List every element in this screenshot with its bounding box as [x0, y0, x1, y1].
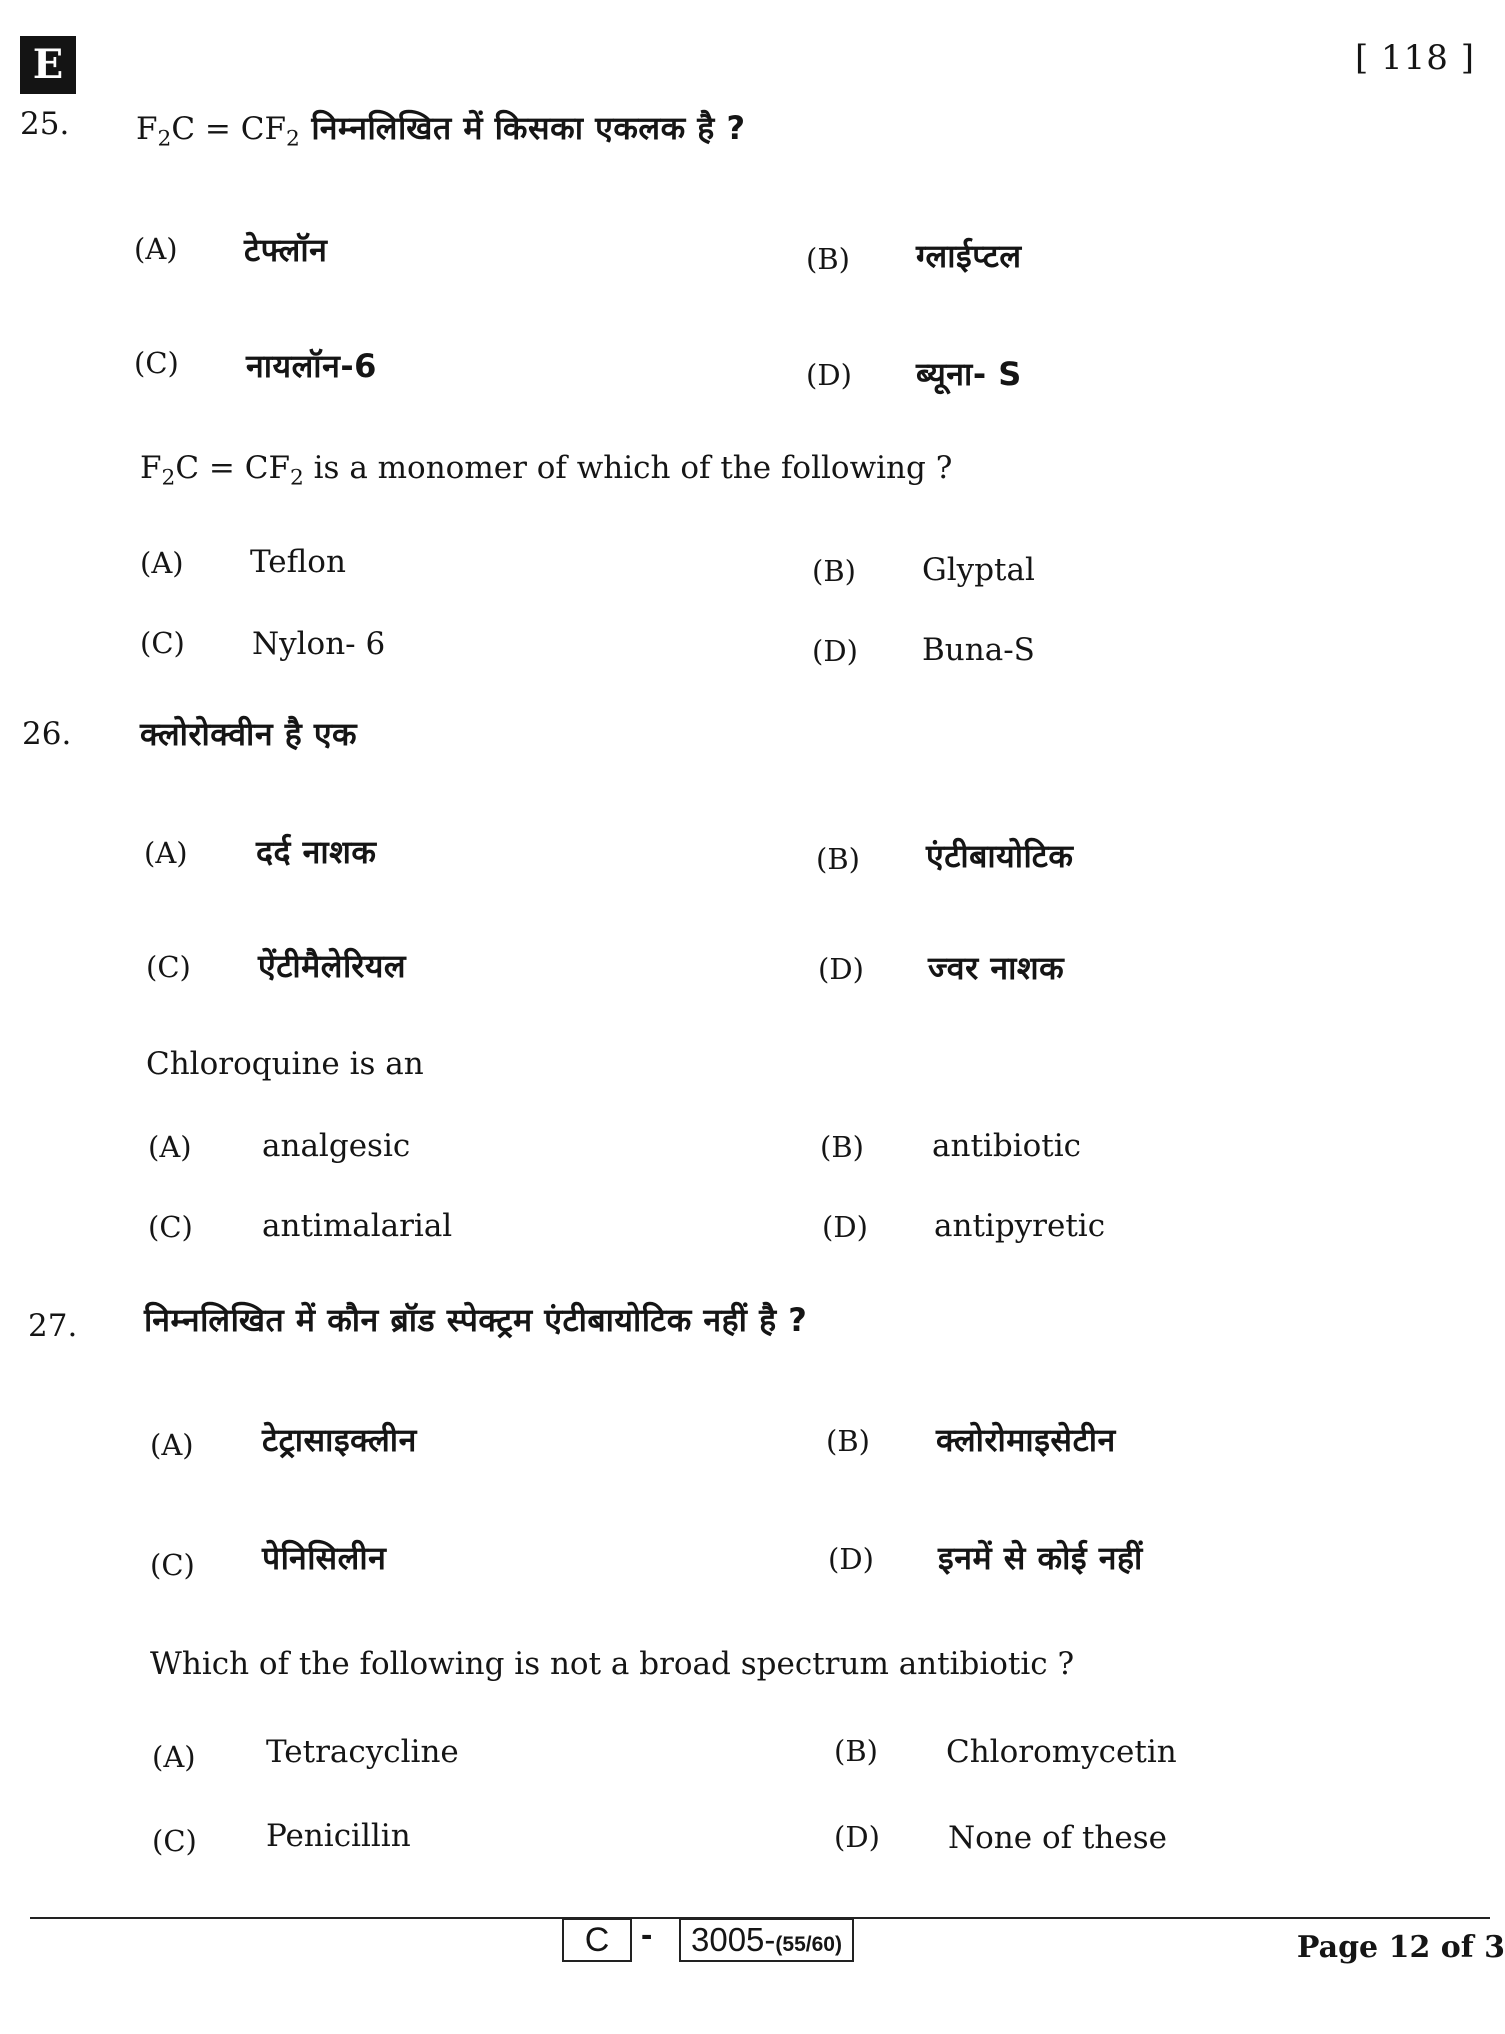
formula-part: F — [136, 111, 158, 147]
option-label: (D) — [812, 634, 858, 668]
question-stem-hindi — [136, 106, 746, 152]
option-label: (D) — [818, 952, 864, 986]
formula-subscript: 2 — [157, 126, 172, 152]
option-label: (B) — [816, 842, 860, 876]
option-text: दर्द नाशक — [256, 833, 377, 871]
option-text: ज्वर नाशक — [928, 949, 1065, 987]
option-text: ग्लाईप्टल — [916, 237, 1022, 275]
question-stem-english — [140, 450, 952, 491]
formula-part: C = CF — [175, 450, 290, 486]
option-text: Glyptal — [922, 552, 1035, 588]
option-label: (B) — [812, 554, 856, 588]
option-label: (B) — [834, 1734, 878, 1768]
paper-code: 3005- — [691, 1921, 776, 1958]
option-label: (A) — [150, 1428, 194, 1462]
option-text: Teflon — [250, 544, 346, 580]
option-label: (D) — [828, 1542, 874, 1576]
option-text: Tetracycline — [266, 1734, 459, 1770]
option-label: (C) — [148, 1210, 193, 1244]
set-badge: E — [20, 36, 76, 94]
question-number: 26. — [22, 716, 72, 752]
option-text: टेट्रासाइक्लीन — [262, 1421, 417, 1459]
question-number: 25. — [20, 106, 70, 142]
option-text: टेफ्लॉन — [244, 231, 328, 269]
formula-part: F — [140, 450, 162, 486]
option-label: (C) — [134, 346, 179, 380]
page-counter: Page 12 of 3 — [1296, 1930, 1505, 1965]
option-label: (A) — [140, 546, 184, 580]
option-text: Chloromycetin — [946, 1734, 1177, 1770]
option-text: पेनिसिलीन — [262, 1539, 387, 1577]
option-text: Nylon- 6 — [252, 626, 386, 662]
option-label: (A) — [152, 1740, 196, 1774]
option-text: एंटीबायोटिक — [926, 837, 1074, 875]
option-label: (C) — [146, 950, 191, 984]
formula-subscript: 2 — [289, 465, 304, 491]
option-text: Buna-S — [922, 632, 1035, 668]
option-text: ऐंटीमैलेरियल — [258, 947, 407, 985]
code-separator: - — [641, 1916, 653, 1954]
question-stem-hindi: निम्नलिखित में कौन ब्रॉड स्पेक्ट्रम एंटीबायोटिक नहीं है ? — [144, 1301, 808, 1339]
stem-text: is a monomer of which of the following ? — [303, 450, 953, 486]
paper-code-box — [679, 1918, 854, 1962]
formula-subscript: 2 — [161, 465, 176, 491]
option-label: (C) — [152, 1824, 197, 1858]
option-label: (A) — [134, 232, 178, 266]
option-text: antibiotic — [932, 1128, 1081, 1164]
option-text: antimalarial — [262, 1208, 453, 1244]
option-label: (A) — [144, 836, 188, 870]
series-code-box: C — [562, 1918, 632, 1962]
question-stem-english: Which of the following is not a broad spectrum antibiotic ? — [150, 1646, 1075, 1682]
option-text: analgesic — [262, 1128, 411, 1164]
option-text: नायलॉन-6 — [246, 347, 377, 385]
question-stem-hindi: क्लोरोक्वीन है एक — [140, 715, 358, 753]
question-stem-english: Chloroquine is an — [146, 1046, 424, 1082]
page-number: [ 118 ] — [1354, 38, 1475, 78]
stem-text: निम्नलिखित में किसका एकलक है ? — [299, 109, 746, 147]
option-text: antipyretic — [934, 1208, 1106, 1244]
option-text: इनमें से कोई नहीं — [938, 1539, 1143, 1577]
option-label: (B) — [826, 1424, 870, 1458]
option-label: (B) — [820, 1130, 864, 1164]
option-label: (C) — [140, 626, 185, 660]
formula-subscript: 2 — [285, 126, 300, 152]
paper-code-set: (55/60) — [775, 1933, 842, 1956]
formula-part: C = CF — [171, 111, 286, 147]
option-text: क्लोरोमाइसेटीन — [936, 1421, 1116, 1459]
question-number: 27. — [28, 1308, 78, 1344]
option-text: Penicillin — [266, 1818, 411, 1854]
option-label: (A) — [148, 1130, 192, 1164]
option-label: (D) — [806, 358, 852, 392]
option-text: None of these — [948, 1820, 1167, 1856]
option-text: ब्यूना- S — [916, 355, 1022, 393]
option-label: (D) — [834, 1820, 880, 1854]
option-label: (D) — [822, 1210, 868, 1244]
option-label: (C) — [150, 1548, 195, 1582]
option-label: (B) — [806, 242, 850, 276]
